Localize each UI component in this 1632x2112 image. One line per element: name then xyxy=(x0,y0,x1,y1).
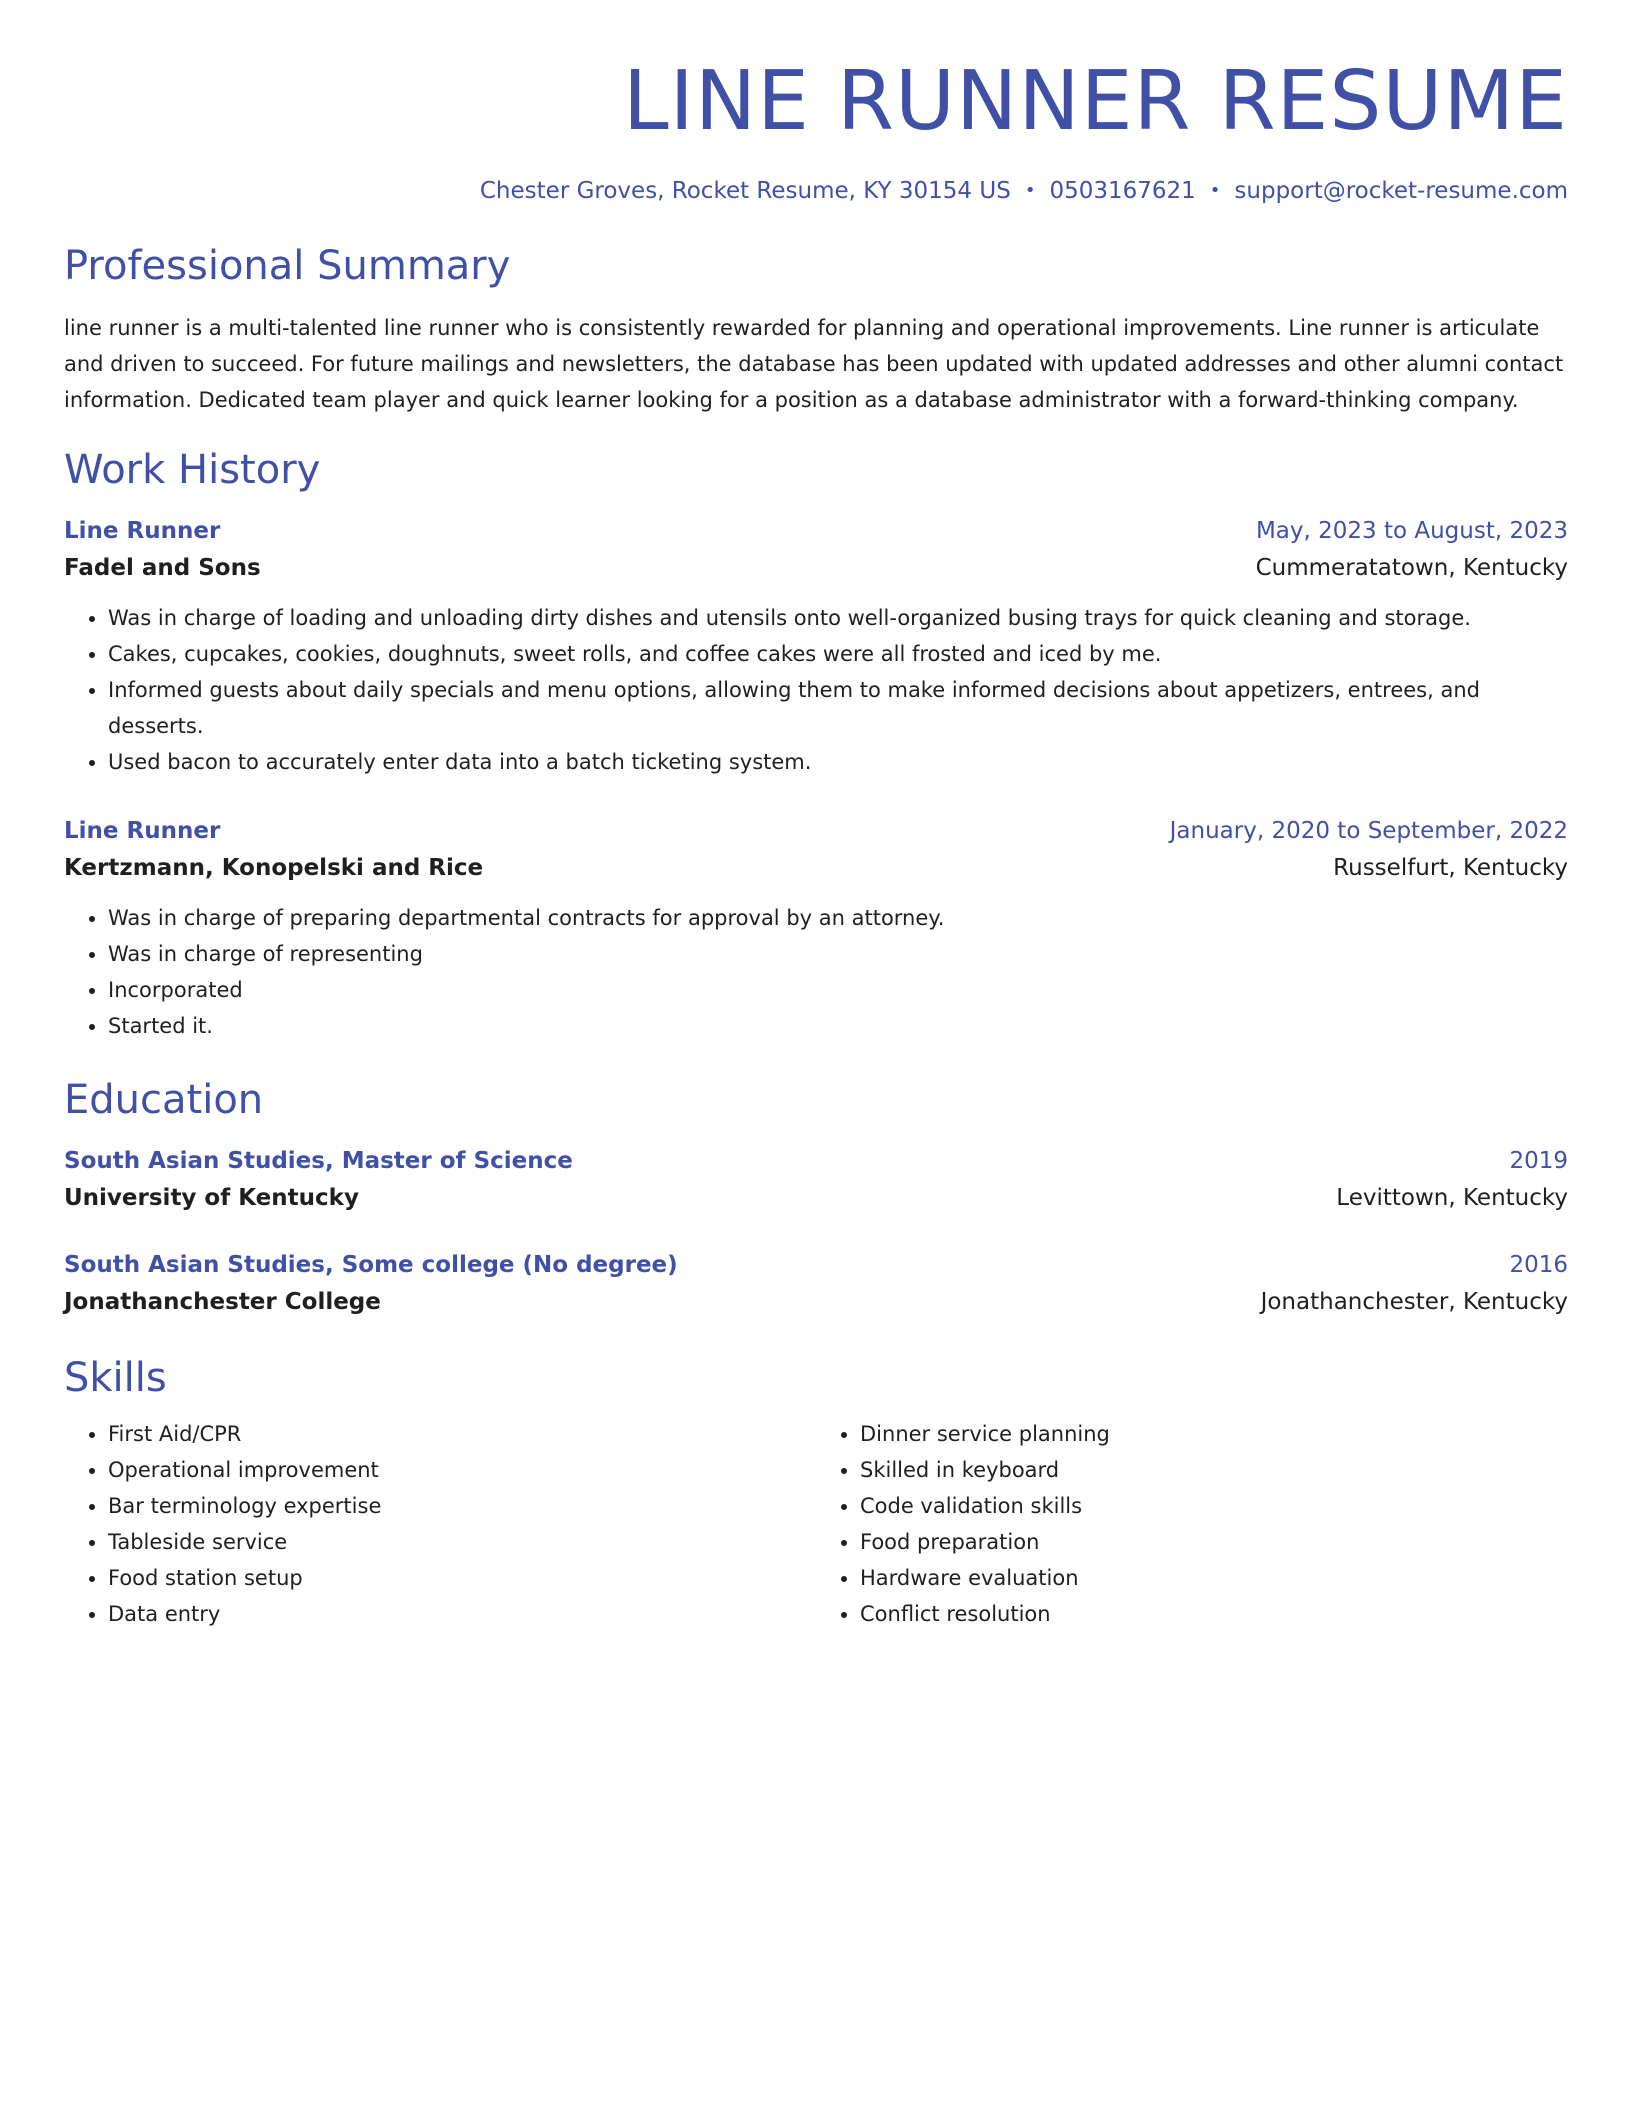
job-title: Line Runner xyxy=(64,518,221,544)
education-location: Levittown, Kentucky xyxy=(1336,1185,1568,1211)
skills-grid xyxy=(64,1416,1568,1632)
job-bullet: • Was in charge of loading and unloading dirty dishes and utensils onto well-organized busing trays for quick cleaning and storage. xyxy=(108,600,1568,636)
skill-item: • Conflict resolution xyxy=(860,1596,1568,1632)
resume-title: LINE RUNNER RESUME xyxy=(622,54,1568,149)
job-location: Russelfurt, Kentucky xyxy=(1333,855,1568,881)
job-location: Cummeratatown, Kentucky xyxy=(1255,555,1568,581)
work-history-heading: Work History xyxy=(64,447,321,493)
skills-column-right xyxy=(816,1416,1568,1632)
contact-separator: • xyxy=(1024,180,1036,201)
job-dates: January, 2020 to September, 2022 xyxy=(1169,818,1568,844)
education-location: Jonathanchester, Kentucky xyxy=(1260,1289,1568,1315)
education-degree: South Asian Studies, Some college (No degree) xyxy=(64,1252,678,1278)
job-title: Line Runner xyxy=(64,818,221,844)
education-section xyxy=(64,1074,1568,1322)
job-company: Kertzmann, Konopelski and Rice xyxy=(64,855,484,881)
job-bullet: • Started it. xyxy=(108,1008,1568,1044)
contact-separator: • xyxy=(1209,180,1221,201)
job-entry xyxy=(64,514,1568,780)
summary-heading: Professional Summary xyxy=(64,243,511,289)
skill-item: • Skilled in keyboard xyxy=(860,1452,1568,1488)
summary-text: line runner is a multi-talented line runner who is consistently rewarded for planning and operational improvements. Line runner is articulate and driven to succeed. For future mailings and newsletters, the database has been updated with updated addresses and other alumni contact information. Dedicated team player and quick learner looking for a position as a database administrator with a forward-thinking company. xyxy=(64,316,1564,412)
skills-heading: Skills xyxy=(64,1355,167,1401)
education-year: 2019 xyxy=(1509,1148,1568,1174)
skill-item: • First Aid/CPR xyxy=(108,1416,816,1452)
contact-email: support@rocket-resume.com xyxy=(1234,178,1568,204)
resume-header xyxy=(64,52,1568,206)
skills-column-left xyxy=(64,1416,816,1632)
job-dates: May, 2023 to August, 2023 xyxy=(1255,518,1568,544)
skill-item: • Bar terminology expertise xyxy=(108,1488,816,1524)
skill-item: • Hardware evaluation xyxy=(860,1560,1568,1596)
education-year: 2016 xyxy=(1509,1252,1568,1278)
contact-line xyxy=(64,176,1568,206)
job-bullet: • Was in charge of representing xyxy=(108,936,1568,972)
job-bullet: • Cakes, cupcakes, cookies, doughnuts, sweet rolls, and coffee cakes were all frosted and iced by me. xyxy=(108,636,1568,672)
job-bullet: • Informed guests about daily specials and menu options, allowing them to make informed decisions about appetizers, entrees, and desserts. xyxy=(108,672,1568,744)
contact-phone: 0503167621 xyxy=(1049,178,1196,204)
skill-item: • Code validation skills xyxy=(860,1488,1568,1524)
skill-item: • Food preparation xyxy=(860,1524,1568,1560)
skill-item: • Data entry xyxy=(108,1596,816,1632)
skill-item: • Tableside service xyxy=(108,1524,816,1560)
job-bullets xyxy=(64,900,1568,1044)
skill-item: • Dinner service planning xyxy=(860,1416,1568,1452)
work-history-section xyxy=(64,444,1568,1044)
education-entry xyxy=(64,1144,1568,1218)
job-company: Fadel and Sons xyxy=(64,555,261,581)
education-degree: South Asian Studies, Master of Science xyxy=(64,1148,573,1174)
skill-item: • Operational improvement xyxy=(108,1452,816,1488)
education-entry xyxy=(64,1248,1568,1322)
education-heading: Education xyxy=(64,1077,264,1123)
summary-section xyxy=(64,240,1568,418)
job-bullets xyxy=(64,600,1568,780)
education-school: University of Kentucky xyxy=(64,1185,359,1211)
job-bullet: • Was in charge of preparing departmental contracts for approval by an attorney. xyxy=(108,900,1568,936)
skills-section xyxy=(64,1352,1568,1632)
job-entry xyxy=(64,814,1568,1044)
contact-address: Chester Groves, Rocket Resume, KY 30154 US xyxy=(479,178,1011,204)
skill-item: • Food station setup xyxy=(108,1560,816,1596)
job-bullet: • Incorporated xyxy=(108,972,1568,1008)
job-bullet: • Used bacon to accurately enter data into a batch ticketing system. xyxy=(108,744,1568,780)
education-school: Jonathanchester College xyxy=(64,1289,381,1315)
